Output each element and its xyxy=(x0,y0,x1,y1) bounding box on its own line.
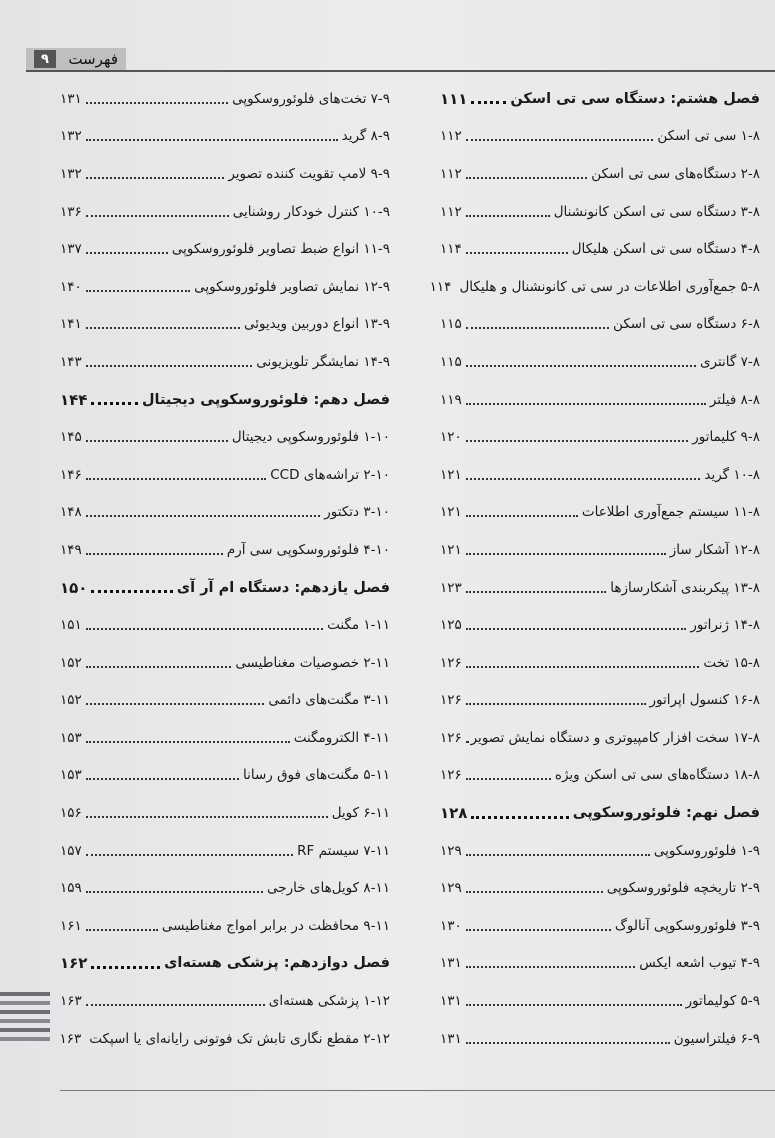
toc-entry-title: ۸-۸ فیلتر xyxy=(709,391,760,408)
header-title: فهرست xyxy=(68,50,118,68)
toc-entry-title: ۶-۱۱ کویل xyxy=(331,805,390,822)
toc-entry xyxy=(60,982,390,1020)
dot-leader xyxy=(466,1004,682,1006)
toc-page-number: ۱۵۳ xyxy=(60,767,82,784)
toc-entry-title: ۱۰-۸ گرید xyxy=(704,466,760,483)
toc-entry xyxy=(60,343,390,381)
toc-page-number: ۱۳۱ xyxy=(440,993,462,1010)
toc-page-number: ۱۴۰ xyxy=(60,278,82,295)
dot-leader xyxy=(86,177,225,179)
toc-entry-title: ۲-۱۲ مقطع نگاری تابش تک فوتونی رایانه‌ای یا اسپکت xyxy=(89,1030,390,1047)
toc-page-number: ۱۵۳ xyxy=(60,729,82,746)
toc-page-number: ۱۳۷ xyxy=(60,241,82,258)
toc-entry xyxy=(440,306,760,344)
toc-page-number: ۱۵۲ xyxy=(60,654,82,671)
dot-leader xyxy=(86,252,168,254)
toc-entry xyxy=(440,606,760,644)
header-rule xyxy=(26,70,775,72)
toc-entry xyxy=(440,230,760,268)
toc-page-number: ۱۲۱ xyxy=(440,504,462,521)
toc-entry-title: ۲-۱۰ تراشه‌های CCD xyxy=(270,466,390,483)
toc-entry-title: ۶-۸ دستگاه سی تی اسکن xyxy=(613,316,760,333)
toc-page-number: ۱۱۴ xyxy=(429,278,452,295)
dot-leader xyxy=(466,666,700,668)
toc-entry-title: ۱-۱۲ پزشکی هسته‌ای xyxy=(268,993,390,1010)
toc-entry-title: ۱۶-۸ کنسول اپراتور xyxy=(649,692,760,709)
toc-entry-title: ۴-۸ دستگاه سی تی اسکن هلیکال xyxy=(571,241,760,258)
toc-entry-title: ۶-۹ فیلتراسیون xyxy=(673,1030,760,1047)
toc-entry xyxy=(60,794,390,832)
toc-entry xyxy=(60,230,390,268)
toc-entry xyxy=(440,982,760,1020)
toc-page-number: ۱۱۱ xyxy=(440,89,468,108)
toc-page-number: ۱۵۹ xyxy=(60,880,82,897)
dot-leader xyxy=(86,854,293,856)
toc-entry-title: فصل یازدهم: دستگاه ام آر آی xyxy=(176,579,390,596)
toc-page-number: ۱۲۵ xyxy=(440,617,462,634)
dot-leader xyxy=(471,816,568,819)
toc-chapter-heading xyxy=(60,381,390,419)
dot-leader xyxy=(86,628,323,630)
toc-page-number: ۱۱۲ xyxy=(440,128,462,145)
toc-entry-title: ۳-۱۰ دتکتور xyxy=(324,504,390,521)
dot-leader xyxy=(466,365,696,367)
toc-chapter-heading xyxy=(60,945,390,983)
toc-page-number: ۱۴۱ xyxy=(60,316,82,333)
toc-entry xyxy=(60,757,390,795)
dot-leader xyxy=(86,816,328,818)
toc-entry xyxy=(440,494,760,532)
toc-entry-title: ۱-۱۱ مگنت xyxy=(327,617,390,634)
dot-leader xyxy=(466,778,551,780)
toc-entry xyxy=(440,644,760,682)
toc-entry-title: ۱۳-۸ پیکربندی آشکارسازها xyxy=(610,579,760,596)
toc-page-number: ۱۴۵ xyxy=(60,429,82,446)
toc-page-number: ۱۳۱ xyxy=(440,955,462,972)
toc-entry-title: ۴-۹ تیوب اشعه ایکس xyxy=(639,955,760,972)
toc-entry-title: ۱۳-۹ انواع دوربین ویدیوئی xyxy=(243,316,390,333)
toc-entry-title: ۲-۸ دستگاه‌های سی تی اسکن xyxy=(591,165,760,182)
dot-leader xyxy=(466,1042,670,1044)
toc-chapter-heading xyxy=(440,794,760,832)
toc-page-number: ۱۲۶ xyxy=(440,729,462,746)
toc-page-number: ۱۱۵ xyxy=(440,316,462,333)
toc-entry xyxy=(60,418,390,456)
toc-chapter-heading xyxy=(440,80,760,118)
toc-entry xyxy=(440,869,760,907)
dot-leader xyxy=(466,966,635,968)
toc-entry-title: فصل هشتم: دستگاه سی تی اسکن xyxy=(510,90,760,107)
toc-chapter-heading xyxy=(60,569,390,607)
dot-leader xyxy=(91,590,172,593)
toc-entry-title: ۱-۱۰ فلوئوروسکوپی دیجیتال xyxy=(231,429,390,446)
toc-page-number: ۱۴۶ xyxy=(60,466,82,483)
toc-entry xyxy=(60,719,390,757)
dot-leader xyxy=(86,929,158,931)
dot-leader xyxy=(86,553,223,555)
toc-entry xyxy=(60,832,390,870)
toc-page-number: ۱۱۲ xyxy=(440,165,462,182)
toc-entry xyxy=(440,418,760,456)
toc-entry xyxy=(60,1020,390,1058)
dot-leader xyxy=(466,553,666,555)
toc-entry xyxy=(60,268,390,306)
toc-entry-title: ۹-۱۱ محافظت در برابر امواج مغناطیسی xyxy=(161,917,390,934)
toc-entry xyxy=(60,155,390,193)
toc-page-number: ۱۴۹ xyxy=(60,541,82,558)
toc-entry xyxy=(440,155,760,193)
dot-leader xyxy=(466,591,606,593)
toc-entry xyxy=(440,193,760,231)
toc-entry-title: ۱۱-۸ سیستم جمع‌آوری اطلاعات xyxy=(581,504,760,521)
dot-leader xyxy=(86,327,240,329)
toc-entry-title: ۸-۱۱ کویل‌های خارجی xyxy=(267,880,390,897)
toc-page-number: ۱۶۳ xyxy=(60,993,82,1010)
toc-page-number: ۱۳۰ xyxy=(440,917,462,934)
toc-entry-title: ۱۴-۸ ژنراتور xyxy=(690,617,760,634)
dot-leader xyxy=(91,966,160,969)
dot-leader xyxy=(86,1004,265,1006)
dot-leader xyxy=(86,215,229,217)
toc-page-number: ۱۶۱ xyxy=(60,917,82,934)
toc-entry-title: ۱۰-۹ کنترل خودکار روشنایی xyxy=(232,203,390,220)
toc-page-number: ۱۲۹ xyxy=(440,842,462,859)
dot-leader xyxy=(466,628,687,630)
toc-entry xyxy=(60,306,390,344)
toc-entry-title: ۲-۱۱ خصوصیات مغناطیسی xyxy=(235,654,390,671)
dot-leader xyxy=(86,703,265,705)
toc-entry xyxy=(60,644,390,682)
toc-entry-title: ۱۱-۹ انواع ضبط تصاویر فلوئوروسکوپی xyxy=(171,241,390,258)
toc-entry xyxy=(60,80,390,118)
dot-leader xyxy=(86,102,228,104)
dot-leader xyxy=(86,139,338,141)
toc-page-number: ۱۵۶ xyxy=(60,805,82,822)
toc-entry-title: ۸-۹ گرید xyxy=(341,128,390,145)
toc-entry xyxy=(440,569,760,607)
toc-entry-title: فصل نهم: فلوئوروسکوپی xyxy=(572,805,760,822)
dot-leader xyxy=(86,778,239,780)
toc-page-number: ۱۲۱ xyxy=(440,466,462,483)
toc-entry xyxy=(440,945,760,983)
toc-entry xyxy=(440,118,760,156)
toc-entry xyxy=(440,1020,760,1058)
toc-entry-title: ۹-۹ لامپ تقویت کننده تصویر xyxy=(228,165,390,182)
toc-entry xyxy=(440,456,760,494)
toc-entry-title: ۵-۱۱ مگنت‌های فوق رسانا xyxy=(242,767,390,784)
toc-page-number: ۱۱۹ xyxy=(440,391,462,408)
dot-leader xyxy=(466,703,646,705)
dot-leader xyxy=(466,177,587,179)
toc-page-number: ۱۴۴ xyxy=(60,390,88,409)
toc-entry xyxy=(60,193,390,231)
toc-page-number: ۱۶۲ xyxy=(60,954,88,973)
toc-entry-title: ۱۷-۸ سخت افزار کامپیوتری و دستگاه نمایش تصویر xyxy=(470,729,760,746)
dot-leader xyxy=(466,403,706,405)
toc-page-number: ۱۳۱ xyxy=(60,90,82,107)
toc-page-number: ۱۴۳ xyxy=(60,353,82,370)
toc-entry-title: ۵-۸ جمع‌آوری اطلاعات در سی تی کانونشنال و هلیکال xyxy=(459,278,760,295)
page-number: ۹ xyxy=(34,50,56,68)
toc-page-number: ۱۲۶ xyxy=(440,654,462,671)
toc-entry xyxy=(429,268,760,306)
dot-leader xyxy=(86,666,232,668)
toc-page-number: ۱۵۱ xyxy=(60,617,82,634)
toc-entry-title: فصل دهم: فلوئوروسکوپی دیجیتال xyxy=(141,391,390,408)
toc-entry-title: ۳-۸ دستگاه سی تی اسکن کانونشنال xyxy=(553,203,760,220)
dot-leader xyxy=(466,327,609,329)
toc-entry-title: ۷-۸ گانتری xyxy=(699,353,760,370)
toc-entry xyxy=(60,869,390,907)
toc-entry-title: ۱۸-۸ دستگاه‌های سی تی اسکن ویژه xyxy=(554,767,760,784)
dot-leader xyxy=(86,290,190,292)
toc-page-number: ۱۲۱ xyxy=(440,541,462,558)
dot-leader xyxy=(466,929,611,931)
toc-page-number: ۱۳۲ xyxy=(60,128,82,145)
toc-page-number: ۱۳۲ xyxy=(60,165,82,182)
toc-entry xyxy=(440,682,760,720)
toc-page-number: ۱۳۱ xyxy=(440,1030,462,1047)
toc-entry xyxy=(440,381,760,419)
toc-entry xyxy=(440,832,760,870)
dot-leader xyxy=(466,515,578,517)
dot-leader xyxy=(86,440,228,442)
toc-entry xyxy=(440,531,760,569)
dot-leader xyxy=(86,478,266,480)
toc-entry-title: ۱۲-۸ آشکار ساز xyxy=(669,541,760,558)
toc-entry-title: ۱۲-۹ نمایش تصاویر فلوئوروسکوپی xyxy=(194,278,390,295)
toc-entry-title: ۵-۹ کولیماتور xyxy=(685,993,760,1010)
toc-page-number: ۱۱۵ xyxy=(440,353,462,370)
dot-leader xyxy=(466,854,650,856)
toc-left-column xyxy=(60,80,390,1057)
toc-page-number: ۱۱۴ xyxy=(440,241,462,258)
toc-entry-title: ۴-۱۱ الکترومگنت xyxy=(293,729,390,746)
toc-page-number: ۱۲۹ xyxy=(440,880,462,897)
dot-leader xyxy=(466,252,568,254)
dot-leader xyxy=(86,891,263,893)
toc-page-number: ۱۲۰ xyxy=(440,429,462,446)
dot-leader xyxy=(86,365,252,367)
toc-page-number: ۱۴۸ xyxy=(60,504,82,521)
toc-entry xyxy=(60,494,390,532)
toc-entry xyxy=(60,118,390,156)
dot-leader xyxy=(466,139,654,141)
dot-leader xyxy=(466,741,467,743)
toc-entry-title: ۷-۱۱ سیستم RF xyxy=(297,842,390,859)
toc-entry-title: ۷-۹ تخت‌های فلوئوروسکوپی xyxy=(232,90,390,107)
toc-entry-title: ۴-۱۰ فلوئوروسکوپی سی آرم xyxy=(226,541,390,558)
dot-leader xyxy=(471,101,506,104)
toc-entry-title: ۱-۸ سی تی اسکن xyxy=(657,128,760,145)
toc-entry xyxy=(440,719,760,757)
toc-entry xyxy=(440,343,760,381)
toc-page-number: ۱۶۳ xyxy=(59,1030,82,1047)
dot-leader xyxy=(86,515,321,517)
toc-right-column xyxy=(429,80,760,1057)
toc-entry-title: ۳-۱۱ مگنت‌های دائمی xyxy=(268,692,390,709)
dot-leader xyxy=(466,891,603,893)
toc-entry-title: ۳-۹ فلوئوروسکوپی آنالوگ xyxy=(614,917,760,934)
toc-entry-title: ۱-۹ فلوئوروسکوپی xyxy=(653,842,760,859)
toc-page-number: ۱۱۲ xyxy=(440,203,462,220)
footer-rule xyxy=(60,1090,775,1091)
toc-entry-title: ۱۵-۸ تخت xyxy=(703,654,760,671)
toc-entry xyxy=(60,907,390,945)
dot-leader xyxy=(91,402,138,405)
toc-entry xyxy=(60,456,390,494)
toc-entry-title: ۱۴-۹ نمایشگر تلویزیونی xyxy=(256,353,390,370)
dot-leader xyxy=(86,741,290,743)
toc-entry-title: ۲-۹ تاریخچه فلوئوروسکوپی xyxy=(606,880,760,897)
toc-page-number: ۱۳۶ xyxy=(60,203,82,220)
toc-page-number: ۱۲۳ xyxy=(440,579,462,596)
page-header xyxy=(26,48,126,70)
toc-entry xyxy=(440,907,760,945)
toc-page-number: ۱۵۷ xyxy=(60,842,82,859)
toc-page-number: ۱۲۶ xyxy=(440,692,462,709)
toc-entry xyxy=(440,757,760,795)
dot-leader xyxy=(466,440,688,442)
toc-page-number: ۱۵۰ xyxy=(60,578,88,597)
toc-page-number: ۱۲۶ xyxy=(440,767,462,784)
dot-leader xyxy=(466,215,550,217)
toc-entry xyxy=(60,606,390,644)
dot-leader xyxy=(466,478,701,480)
toc-entry-title: فصل دوازدهم: پزشکی هسته‌ای xyxy=(164,955,390,972)
toc-page-number: ۱۵۲ xyxy=(60,692,82,709)
toc-entry xyxy=(60,531,390,569)
toc-page-number: ۱۲۸ xyxy=(440,804,468,823)
decorative-stripes xyxy=(0,992,50,1046)
toc-entry xyxy=(60,682,390,720)
toc-entry-title: ۹-۸ کلیماتور xyxy=(692,429,760,446)
